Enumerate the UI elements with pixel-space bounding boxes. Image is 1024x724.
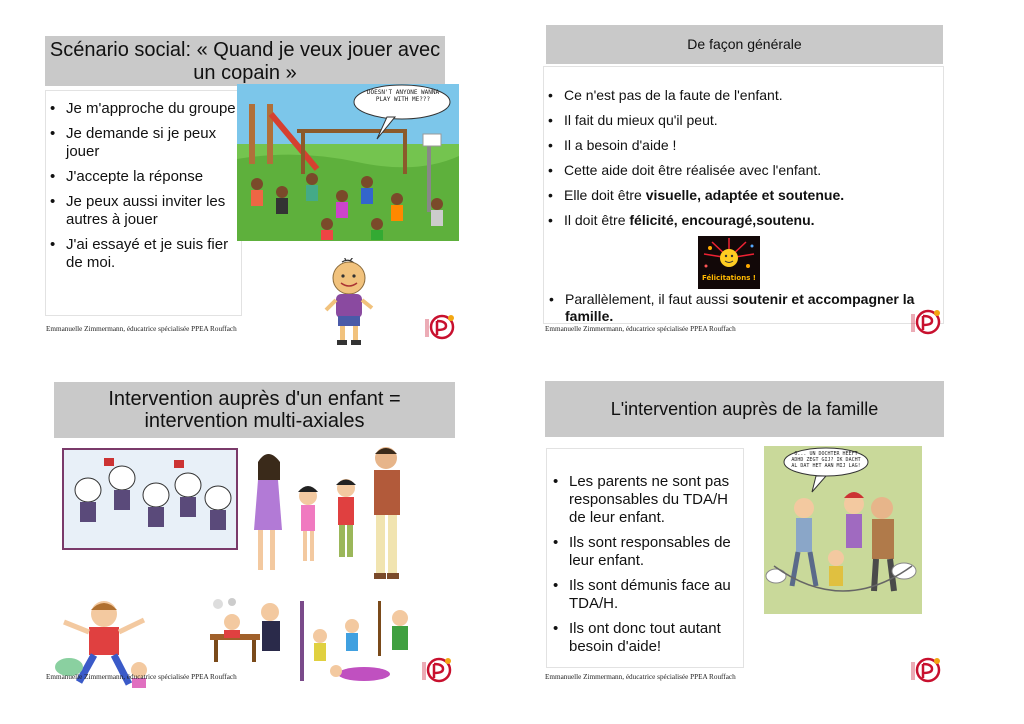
felicitations-image — [698, 236, 760, 289]
slide1-bullet-list — [46, 91, 241, 272]
slide-family-intervention — [512, 362, 1024, 724]
slide4-title: L'intervention auprès de la famille — [545, 381, 944, 437]
slide2-footer: Emmanuelle Zimmermann, éducatrice spécialisée PPEA Rouffach — [545, 325, 736, 333]
playground-illustration — [237, 84, 459, 241]
smiling-kid-illustration — [320, 258, 378, 346]
speech-bubble-text: O... UN DOCHTER HEEFT ADHD ZEGT GIJ? IK DACHT AL DAT HET AAN MIJ LAG! — [791, 451, 861, 469]
list-item: • Ils ont donc tout autant besoin d'aide! — [551, 620, 739, 656]
slide-general — [512, 0, 1024, 362]
list-item: • Ce n'est pas de la faute de l'enfant. — [546, 87, 937, 104]
list-item: • Cette aide doit être réalisée avec l'enfant. — [546, 162, 937, 179]
classroom-illustration — [202, 594, 292, 669]
speech-bubble-text: DOESN'T ANYONE WANNA PLAY WITH ME??? — [366, 89, 440, 103]
list-item: • Il doit être félicité, encouragé,soutenu. — [546, 212, 937, 229]
list-item: • Je m'approche du groupe — [48, 100, 237, 118]
slide2-last-bullet — [545, 291, 945, 325]
list-item: • Il a besoin d'aide ! — [546, 137, 937, 154]
list-item: • Je peux aussi inviter les autres à jouer — [48, 193, 237, 229]
slide2-bullet-list — [544, 67, 943, 229]
slide-child-intervention — [0, 362, 512, 724]
ppea-logo-icon — [910, 308, 942, 338]
list-item: • Les parents ne sont pas responsables du TDA/H de leur enfant. — [551, 473, 739, 527]
slide4-footer: Emmanuelle Zimmermann, éducatrice spécialisée PPEA Rouffach — [545, 673, 736, 681]
ppea-logo-icon — [910, 656, 942, 686]
chaotic-kids-illustration — [292, 596, 422, 688]
list-item: • J'ai essayé et je suis fier de moi. — [48, 236, 237, 272]
slide3-footer: Emmanuelle Zimmermann, éducatrice spécialisée PPEA Rouffach — [46, 673, 237, 681]
slide2-title: De façon générale — [546, 25, 943, 64]
slide4-bullet-box — [546, 448, 744, 668]
slide1-bullet-box — [45, 90, 242, 316]
felicitations-text: Félicitations ! — [702, 274, 756, 282]
ppea-logo-icon — [421, 656, 453, 686]
slide3-title: Intervention auprès d'un enfant = intervention multi-axiales — [54, 382, 455, 438]
agitated-kids-illustration — [62, 448, 238, 550]
slide1-title: Scénario social: « Quand je veux jouer avec un copain » — [45, 36, 445, 86]
slide1-footer: Emmanuelle Zimmermann, éducatrice spécialisée PPEA Rouffach — [46, 325, 237, 333]
list-item: • Je demande si je peux jouer — [48, 125, 237, 161]
ppea-logo-icon — [424, 313, 456, 343]
slide4-bullet-list — [547, 449, 743, 656]
list-item: • Parallèlement, il faut aussi soutenir et accompagner la famille. — [547, 291, 945, 325]
slide-social-scenario — [0, 0, 512, 362]
list-item: • Il fait du mieux qu'il peut. — [546, 112, 937, 129]
parents-child-illustration — [764, 446, 922, 614]
family-illustration — [246, 440, 420, 595]
list-item: • Ils sont démunis face au TDA/H. — [551, 577, 739, 613]
list-item: • Ils sont responsables de leur enfant. — [551, 534, 739, 570]
list-item: • Elle doit être visuelle, adaptée et soutenue. — [546, 187, 937, 204]
list-item: • J'accepte la réponse — [48, 168, 237, 186]
